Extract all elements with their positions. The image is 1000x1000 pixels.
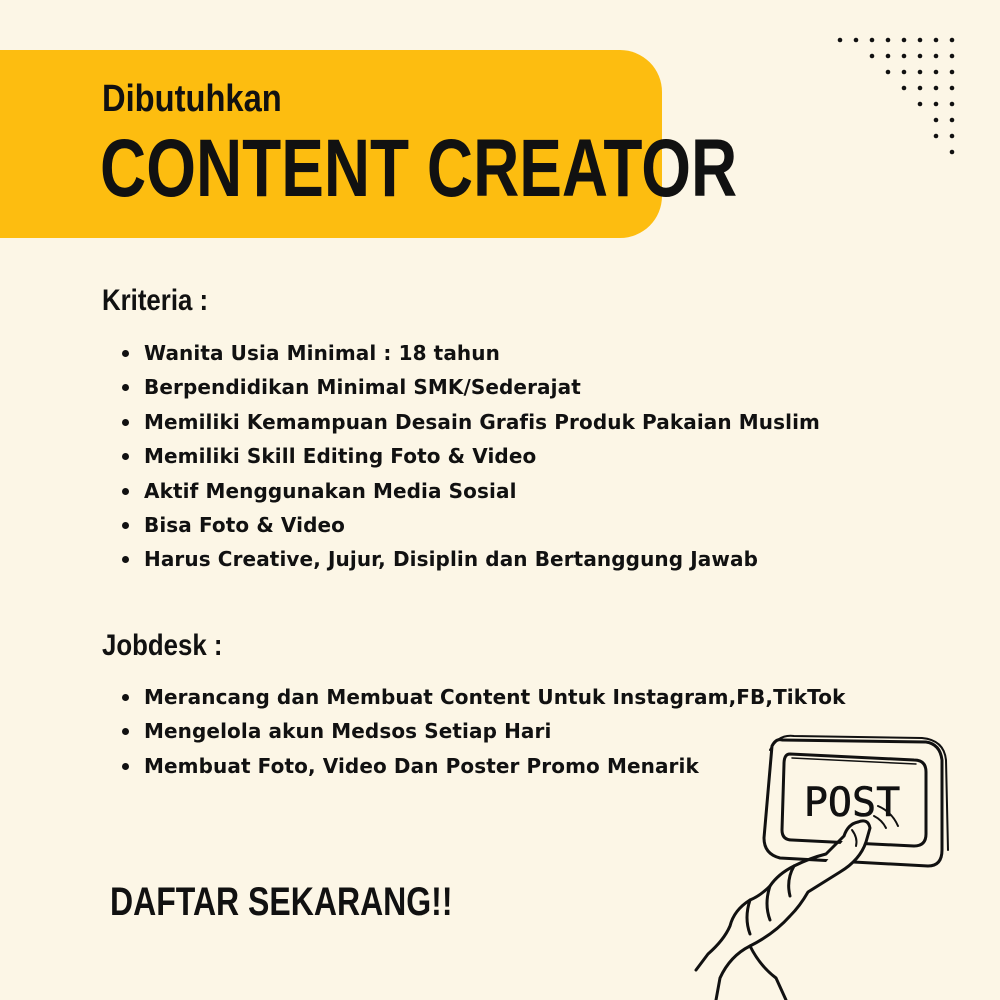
list-item: Memiliki Kemampuan Desain Grafis Produk Pakaian Muslim [120, 405, 820, 439]
list-item: Membuat Foto, Video Dan Poster Promo Menarik [120, 749, 846, 783]
hand-pressing-post-button-icon [690, 720, 960, 1000]
list-item: Memiliki Skill Editing Foto & Video [120, 439, 820, 473]
dot-pattern-decoration [836, 36, 966, 166]
list-item: Berpendidikan Minimal SMK/Sederajat [120, 370, 820, 404]
list-item: Bisa Foto & Video [120, 508, 820, 542]
list-item: Aktif Menggunakan Media Sosial [120, 474, 820, 508]
list-item: Harus Creative, Jujur, Disiplin dan Bertanggung Jawab [120, 542, 820, 576]
list-item: Merancang dan Membuat Content Untuk Instagram,FB,TikTok [120, 680, 846, 714]
jobdesk-heading: Jobdesk : [102, 629, 223, 662]
kriteria-heading: Kriteria : [102, 284, 209, 317]
list-item: Wanita Usia Minimal : 18 tahun [120, 336, 820, 370]
page-title: CONTENT CREATOR [100, 123, 738, 214]
call-to-action: DAFTAR SEKARANG!! [110, 880, 453, 924]
post-button-label: POST [803, 780, 901, 826]
list-item: Mengelola akun Medsos Setiap Hari [120, 714, 846, 748]
banner-kicker: Dibutuhkan [102, 78, 282, 120]
kriteria-list [120, 336, 820, 577]
